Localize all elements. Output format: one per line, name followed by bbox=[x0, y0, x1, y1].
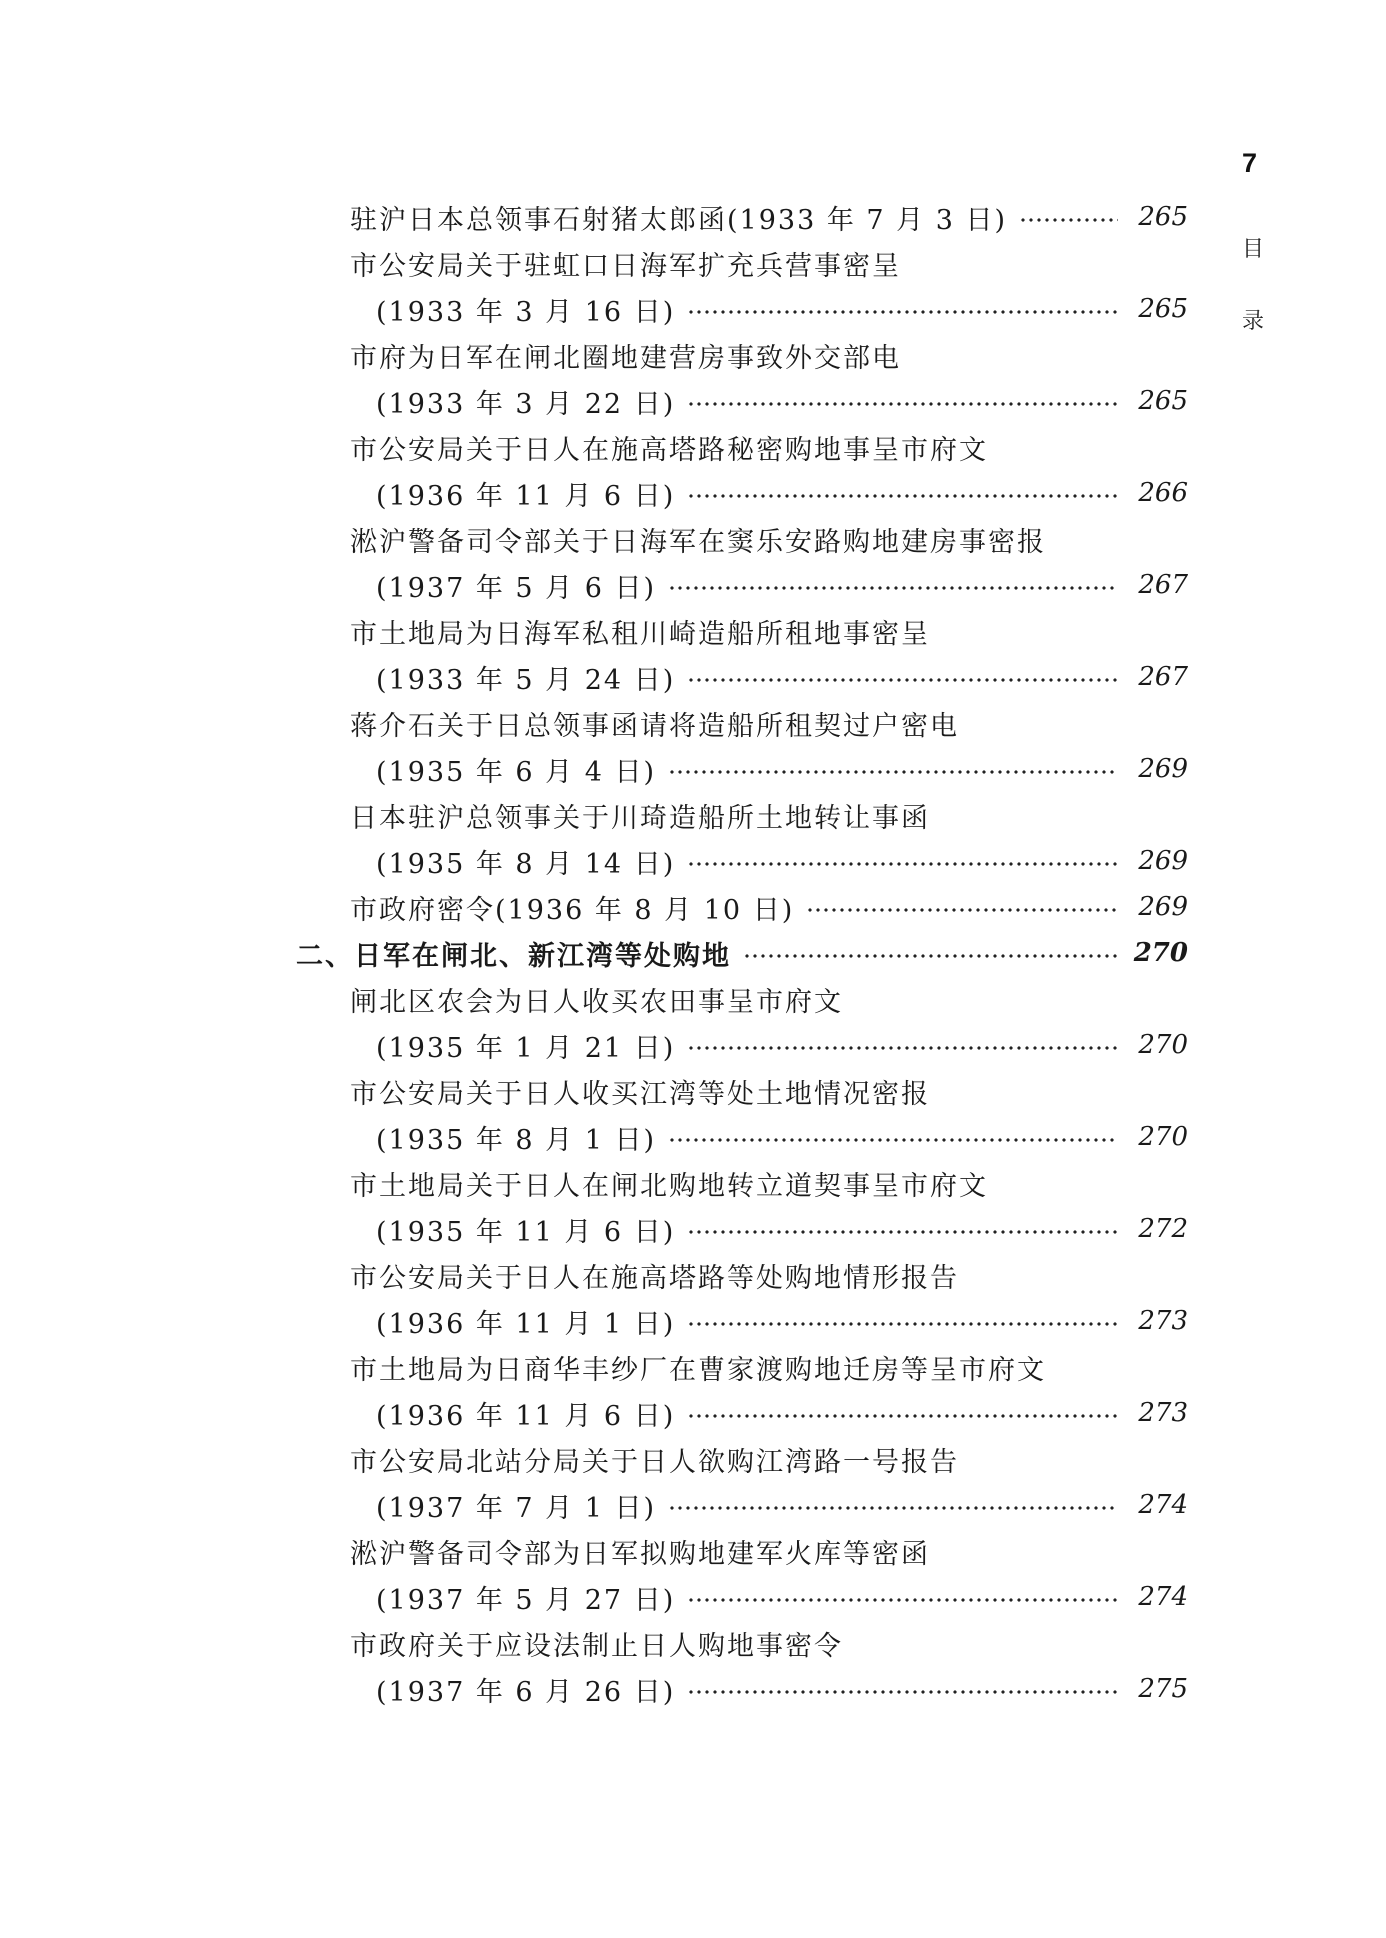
toc-entry-text: 日本驻沪总领事关于川琦造船所土地转让事函 bbox=[350, 802, 930, 834]
toc-entry-text: 市公安局北站分局关于日人欲购江湾路一号报告 bbox=[350, 1446, 959, 1478]
table-of-contents bbox=[0, 194, 1386, 1712]
toc-entry bbox=[0, 194, 1386, 240]
toc-entry-text: 市政府关于应设法制止日人购地事密令 bbox=[350, 1630, 843, 1662]
toc-entry-date bbox=[0, 1114, 1386, 1160]
toc-entry-text: (1936 年 11 月 1 日) bbox=[376, 1308, 676, 1340]
dot-leader bbox=[1019, 216, 1118, 224]
toc-entry bbox=[0, 240, 1386, 286]
toc-entry-text: (1935 年 8 月 1 日) bbox=[376, 1124, 657, 1156]
toc-entry bbox=[0, 332, 1386, 378]
toc-page-number: 265 bbox=[1138, 294, 1188, 324]
toc-page-number: 266 bbox=[1138, 478, 1188, 508]
dot-leader bbox=[668, 768, 1118, 776]
toc-entry bbox=[0, 1620, 1386, 1666]
toc-entry-date bbox=[0, 378, 1386, 424]
toc-entry-date bbox=[0, 470, 1386, 516]
toc-entry bbox=[0, 976, 1386, 1022]
toc-section-heading bbox=[0, 930, 1386, 976]
toc-entry-text: 市公安局关于日人在施高塔路等处购地情形报告 bbox=[350, 1262, 959, 1294]
toc-entry-text: (1935 年 1 月 21 日) bbox=[376, 1032, 676, 1064]
side-label-char: 目 bbox=[1242, 237, 1265, 262]
dot-leader bbox=[668, 1504, 1118, 1512]
toc-entry bbox=[0, 1344, 1386, 1390]
toc-entry bbox=[0, 700, 1386, 746]
toc-page-number: 269 bbox=[1138, 892, 1188, 922]
toc-page-number: 270 bbox=[1138, 1122, 1188, 1152]
toc-page-number: 270 bbox=[1138, 1030, 1188, 1060]
toc-entry-date bbox=[0, 1206, 1386, 1252]
toc-entry-text: (1937 年 5 月 27 日) bbox=[376, 1584, 676, 1616]
dot-leader bbox=[687, 1320, 1118, 1328]
toc-entry-text: 淞沪警备司令部关于日海军在窦乐安路购地建房事密报 bbox=[350, 526, 1046, 558]
toc-entry-date bbox=[0, 654, 1386, 700]
toc-page-number: 270 bbox=[1133, 938, 1188, 968]
toc-entry-date bbox=[0, 1482, 1386, 1528]
toc-entry-text: 市公安局关于驻虹口日海军扩充兵营事密呈 bbox=[350, 250, 901, 282]
page-number: 7 bbox=[1242, 148, 1258, 178]
toc-entry bbox=[0, 884, 1386, 930]
toc-entry bbox=[0, 516, 1386, 562]
toc-entry-text: (1936 年 11 月 6 日) bbox=[376, 1400, 676, 1432]
toc-page-number: 267 bbox=[1138, 662, 1188, 692]
toc-entry bbox=[0, 1160, 1386, 1206]
toc-entry bbox=[0, 1528, 1386, 1574]
toc-entry-date bbox=[0, 838, 1386, 884]
dot-leader bbox=[687, 860, 1118, 868]
toc-page-number: 274 bbox=[1138, 1490, 1188, 1520]
toc-entry-date bbox=[0, 562, 1386, 608]
dot-leader bbox=[743, 952, 1118, 960]
toc-entry-text: (1933 年 5 月 24 日) bbox=[376, 664, 676, 696]
dot-leader bbox=[687, 1044, 1118, 1052]
toc-entry-text: 市土地局关于日人在闸北购地转立道契事呈市府文 bbox=[350, 1170, 988, 1202]
toc-entry bbox=[0, 608, 1386, 654]
toc-entry bbox=[0, 1436, 1386, 1482]
dot-leader bbox=[687, 1688, 1118, 1696]
toc-entry-text: (1935 年 6 月 4 日) bbox=[376, 756, 657, 788]
toc-entry-text: 市土地局为日商华丰纱厂在曹家渡购地迁房等呈市府文 bbox=[350, 1354, 1046, 1386]
dot-leader bbox=[687, 1412, 1118, 1420]
toc-entry-text: 驻沪日本总领事石射猪太郎函(1933 年 7 月 3 日) bbox=[350, 204, 1008, 236]
toc-entry-text: (1937 年 5 月 6 日) bbox=[376, 572, 657, 604]
toc-page-number: 273 bbox=[1138, 1306, 1188, 1336]
toc-entry-text: 市公安局关于日人收买江湾等处土地情况密报 bbox=[350, 1078, 930, 1110]
toc-page-number: 272 bbox=[1138, 1214, 1188, 1244]
toc-entry-text: (1935 年 8 月 14 日) bbox=[376, 848, 676, 880]
toc-page-number: 267 bbox=[1138, 570, 1188, 600]
toc-entry-date bbox=[0, 1022, 1386, 1068]
toc-entry-text: (1937 年 7 月 1 日) bbox=[376, 1492, 657, 1524]
side-label-char: 录 bbox=[1242, 309, 1265, 334]
toc-entry-text: (1937 年 6 月 26 日) bbox=[376, 1676, 676, 1708]
dot-leader bbox=[687, 676, 1118, 684]
toc-entry-date bbox=[0, 746, 1386, 792]
dot-leader bbox=[687, 492, 1118, 500]
toc-entry-text: (1933 年 3 月 22 日) bbox=[376, 388, 676, 420]
toc-page-number: 269 bbox=[1138, 846, 1188, 876]
dot-leader bbox=[806, 906, 1118, 914]
dot-leader bbox=[687, 400, 1118, 408]
toc-entry-text: (1935 年 11 月 6 日) bbox=[376, 1216, 676, 1248]
toc-entry-date bbox=[0, 286, 1386, 332]
toc-page-number: 269 bbox=[1138, 754, 1188, 784]
toc-entry-text: 市府为日军在闸北圈地建营房事致外交部电 bbox=[350, 342, 901, 374]
toc-entry bbox=[0, 792, 1386, 838]
toc-page-number: 274 bbox=[1138, 1582, 1188, 1612]
toc-entry-text: 二、日军在闸北、新江湾等处购地 bbox=[296, 940, 731, 972]
toc-entry-date bbox=[0, 1574, 1386, 1620]
toc-entry bbox=[0, 424, 1386, 470]
toc-page-number: 265 bbox=[1138, 386, 1188, 416]
toc-entry-date bbox=[0, 1298, 1386, 1344]
toc-page-number: 265 bbox=[1138, 202, 1188, 232]
toc-entry-text: (1936 年 11 月 6 日) bbox=[376, 480, 676, 512]
toc-entry-text: 闸北区农会为日人收买农田事呈市府文 bbox=[350, 986, 843, 1018]
toc-entry bbox=[0, 1068, 1386, 1114]
toc-entry-text: 市政府密令(1936 年 8 月 10 日) bbox=[350, 894, 795, 926]
toc-entry-text: 市土地局为日海军私租川崎造船所租地事密呈 bbox=[350, 618, 930, 650]
toc-page-number: 275 bbox=[1138, 1674, 1188, 1704]
toc-entry-date bbox=[0, 1390, 1386, 1436]
toc-entry-text: 淞沪警备司令部为日军拟购地建军火库等密函 bbox=[350, 1538, 930, 1570]
toc-entry-text: 市公安局关于日人在施高塔路秘密购地事呈市府文 bbox=[350, 434, 988, 466]
dot-leader bbox=[687, 1228, 1118, 1236]
dot-leader bbox=[668, 1136, 1118, 1144]
toc-entry-text: (1933 年 3 月 16 日) bbox=[376, 296, 676, 328]
toc-entry-date bbox=[0, 1666, 1386, 1712]
toc-page-number: 273 bbox=[1138, 1398, 1188, 1428]
toc-entry-text: 蒋介石关于日总领事函请将造船所租契过户密电 bbox=[350, 710, 959, 742]
toc-entry bbox=[0, 1252, 1386, 1298]
dot-leader bbox=[668, 584, 1118, 592]
dot-leader bbox=[687, 1596, 1118, 1604]
dot-leader bbox=[687, 308, 1118, 316]
